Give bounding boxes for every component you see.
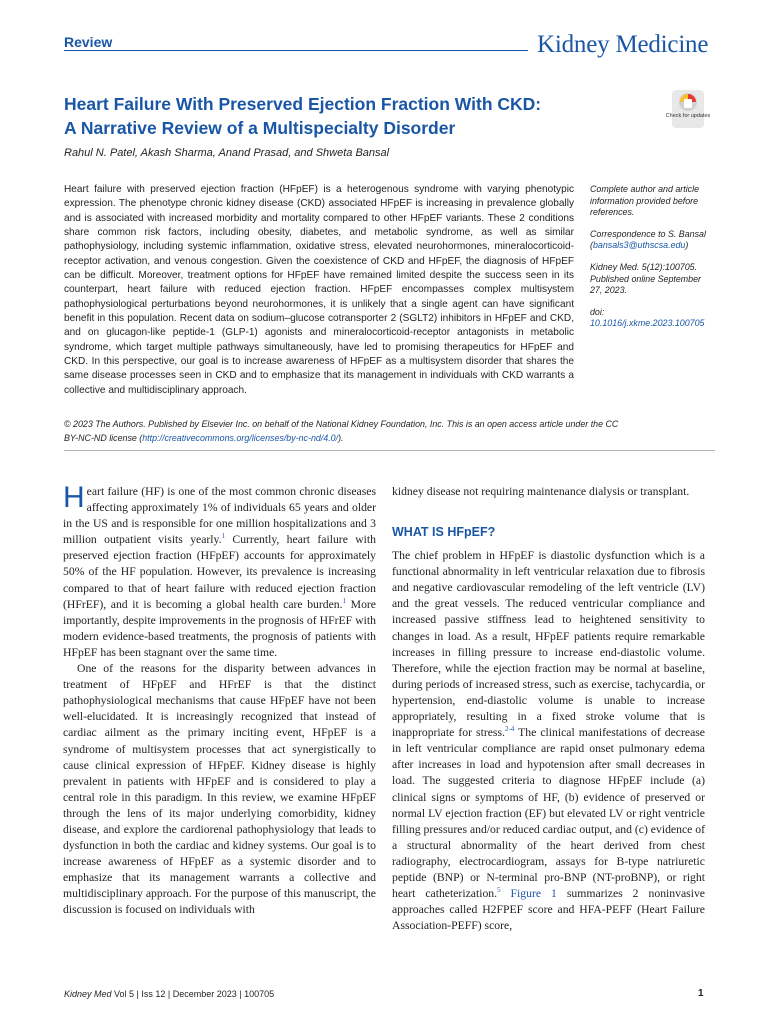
- correspondence: [590, 229, 715, 252]
- body-text: summarizes 2 noninvasive approaches called H2FPEF score and HFA-PEFF (Heart Failure Association-PEFF) score,: [392, 887, 705, 933]
- footer-journal: Kidney Med: [64, 989, 112, 999]
- citation-info: Kidney Med. 5(12):100705. Published online September 27, 2023.: [590, 261, 702, 296]
- doi-label: doi:: [590, 306, 605, 317]
- author-info-note: Complete author and article information provided before references.: [590, 184, 700, 218]
- author-list: Rahul N. Patel, Akash Sharma, Anand Prasad, and Shweta Bansal: [64, 147, 390, 159]
- correspondence-close: ): [685, 240, 689, 251]
- footer-citation: [64, 989, 274, 999]
- body-column-right: [392, 484, 705, 934]
- body-paragraph-3: [392, 548, 705, 934]
- body-text: More importantly, despite improvements in the prognosis of HFrEF with modern evidence-based treatments, the prognosis of patients with HFpEF has been stagnant over the same time.: [63, 597, 376, 659]
- footer-issue: Vol 5 | Iss 12 | December 2023 | 100705: [111, 989, 275, 999]
- citation-marker[interactable]: 2-4: [504, 725, 515, 734]
- body-paragraph-2: One of the reasons for the disparity between advances in treatment of HFpEF and HFrEF is that the distinct pathophysiological mechanisms that cause HFpEF have not been well-elucidated. It is increasingly recognized that instead of cardiac ailment as the primary inciting event, HFpEF is a syndrome of multisystem processes that act synergistically to cause clinical expression of HFpEF. Kidney disease is highly prevalent in patients with HFpEF and is considered to play a central role in this paradigm. In this review, we examine HFpEF through the lens of its major underlying comorbidity, kidney disease, and explore the cardiorenal pathophysiology that leads to dysfunction in both the cardiac and kidney systems. Our goal is to increase awareness of HFpEF as a systemic disorder and to emphasize that its management warrants a collective and multidisciplinary approach. For the purpose of this manuscript, the discussion is focused on individuals with: [63, 662, 376, 917]
- abstract: Heart failure with preserved ejection fraction (HFpEF) is a heterogenous syndrome with varying phenotypic expression. The phenotype chronic kidney disease (CKD) associated HFpEF is increasing in prevalence globally and is associated with increased morbidity and mortality compared to other HFpEF variants. These 2 conditions share common risk factors, including obesity, diabetes, and metabolic syndrome, as well as similar pathophysiology, including systemic inflammation, oxidative stress, elevated neurohormones, mineralocorticoid-receptor activation, and venous congestion. Given the coexistence of CKD and HFpEF, the diagnosis of HFpEF can be difficult. Moreover, treatment options for HFpEF have remained limited despite the success seen in its counterpart, heart failure with reduced ejection fraction. HFpEF encompasses complex multisystem pathophysiological perturbations beyond neurohormones, it is unlikely that a single agent can have significant benefit in this population. Recent data on sodium–glucose cotransporter 2 (SGLT2) inhibitors in HFpEF and CKD, and on glucagon-like peptide-1 (GLP-1) agonists and mineralocorticoid-receptor antagonists in metabolic syndrome, which target multiple pathways simultaneously, have led to promising therapeutics for HFpEF and CKD. In this perspective, our goal is to increase awareness of HFpEF as a multisystem disorder that shares the same disease processes seen in CKD and to emphasize that its management in individuals with CKD warrants a collective and multidisciplinary approach.: [64, 184, 574, 396]
- body-paragraph-1: [63, 481, 376, 661]
- citation-marker[interactable]: 5: [497, 886, 501, 895]
- drop-cap: H: [63, 481, 85, 514]
- page-number: 1: [698, 988, 704, 999]
- section-heading: WHAT IS HFpEF?: [392, 525, 496, 540]
- body-text: The clinical manifestations of decrease in left ventricular compliance are rapid onset pulmonary edema after increases in load and hypotension after small decreases in load. The suggested criteria to diagnose HFpEF include (a) clinical signs or symptoms of HF, (b) evidence of preserved or normal LV ejection fraction (EF) but elevated LV or right ventricle filling pressures and/or reduced cardiac output, and (c) evidence of a structural abnormality of the heart derived from chest radiography, electrocardiogram, assays for B-type natriuretic peptide (BNP) or N-terminal pro-BNP (NT-proBNP), or right heart catheterization.: [392, 726, 705, 901]
- section-label: Review: [64, 34, 113, 50]
- citation-marker[interactable]: 1: [221, 532, 226, 541]
- doi-link[interactable]: 10.1016/j.xkme.2023.100705: [590, 318, 705, 329]
- body-text: eart failure (HF) is one of the most common chronic diseases affecting approximately 1% of individuals 65 years and older in the US and is responsible for one million hospitalizations and 3 million outpatient visits yearly.: [63, 485, 376, 547]
- check-for-updates-icon[interactable]: [668, 90, 708, 130]
- body-text: The chief problem in HFpEF is diastolic dysfunction which is a functional abnormality in left ventricular relaxation due to fibrosis and negative cardiovascular remodeling of the left ventricle (LV) and the great vessels. The reduced ventricular compliance and increased passive stiffness lead to heightened sensitivity to changes in load. As a result, HFpEF patients require remarkable increases in filling pressure to increase end-diastolic volume. Therefore, while the ejection fraction may be normal at baseline, during periods of increased stress, such as exercise, tachycardia, or hypertension, end-diastolic volume is unable to increase appropriately, resulting in a fixed stroke volume that is inappropriate for stress.: [392, 549, 705, 740]
- header-rule: [64, 50, 528, 51]
- license-link[interactable]: http://creativecommons.org/licenses/by-nc-nd/4.0/: [142, 432, 339, 443]
- body-column-left: [63, 481, 376, 919]
- license-text: © 2023 The Authors. Published by Elsevier Inc. on behalf of the National Kidney Foundation, Inc. This is an open access article under the CC BY-NC-ND license (: [64, 419, 619, 443]
- citation-marker[interactable]: 1: [342, 596, 347, 605]
- correspondence-label: Correspondence to S. Bansal (: [590, 228, 706, 251]
- article-info-sidebar: [590, 184, 715, 330]
- journal-logo: Kidney Medicine: [537, 31, 709, 58]
- body-paragraph-2-continued: kidney disease not requiring maintenance dialysis or transplant.: [392, 485, 690, 498]
- license-close: ).: [338, 432, 344, 443]
- title-line-1: Heart Failure With Preserved Ejection Fraction With CKD:: [64, 94, 542, 114]
- body-text: Currently, heart failure with preserved ejection fraction (HFpEF) accounts for approximately 50% of the HF population. However, its prevalence is increasing compared to that of heart failure with reduced ejection fraction (HFrEF), and it is becoming a global health care burden.: [63, 533, 376, 611]
- figure-link[interactable]: Figure 1: [510, 887, 557, 901]
- doi: [590, 307, 715, 330]
- article-title: [64, 92, 604, 140]
- title-line-2: A Narrative Review of a Multispecialty Disorder: [64, 118, 456, 138]
- license-note: [64, 418, 624, 445]
- check-for-updates-label[interactable]: Check for updates: [665, 113, 711, 119]
- section-divider: [64, 450, 715, 451]
- correspondence-email-link[interactable]: bansals3@uthscsa.edu: [592, 240, 686, 251]
